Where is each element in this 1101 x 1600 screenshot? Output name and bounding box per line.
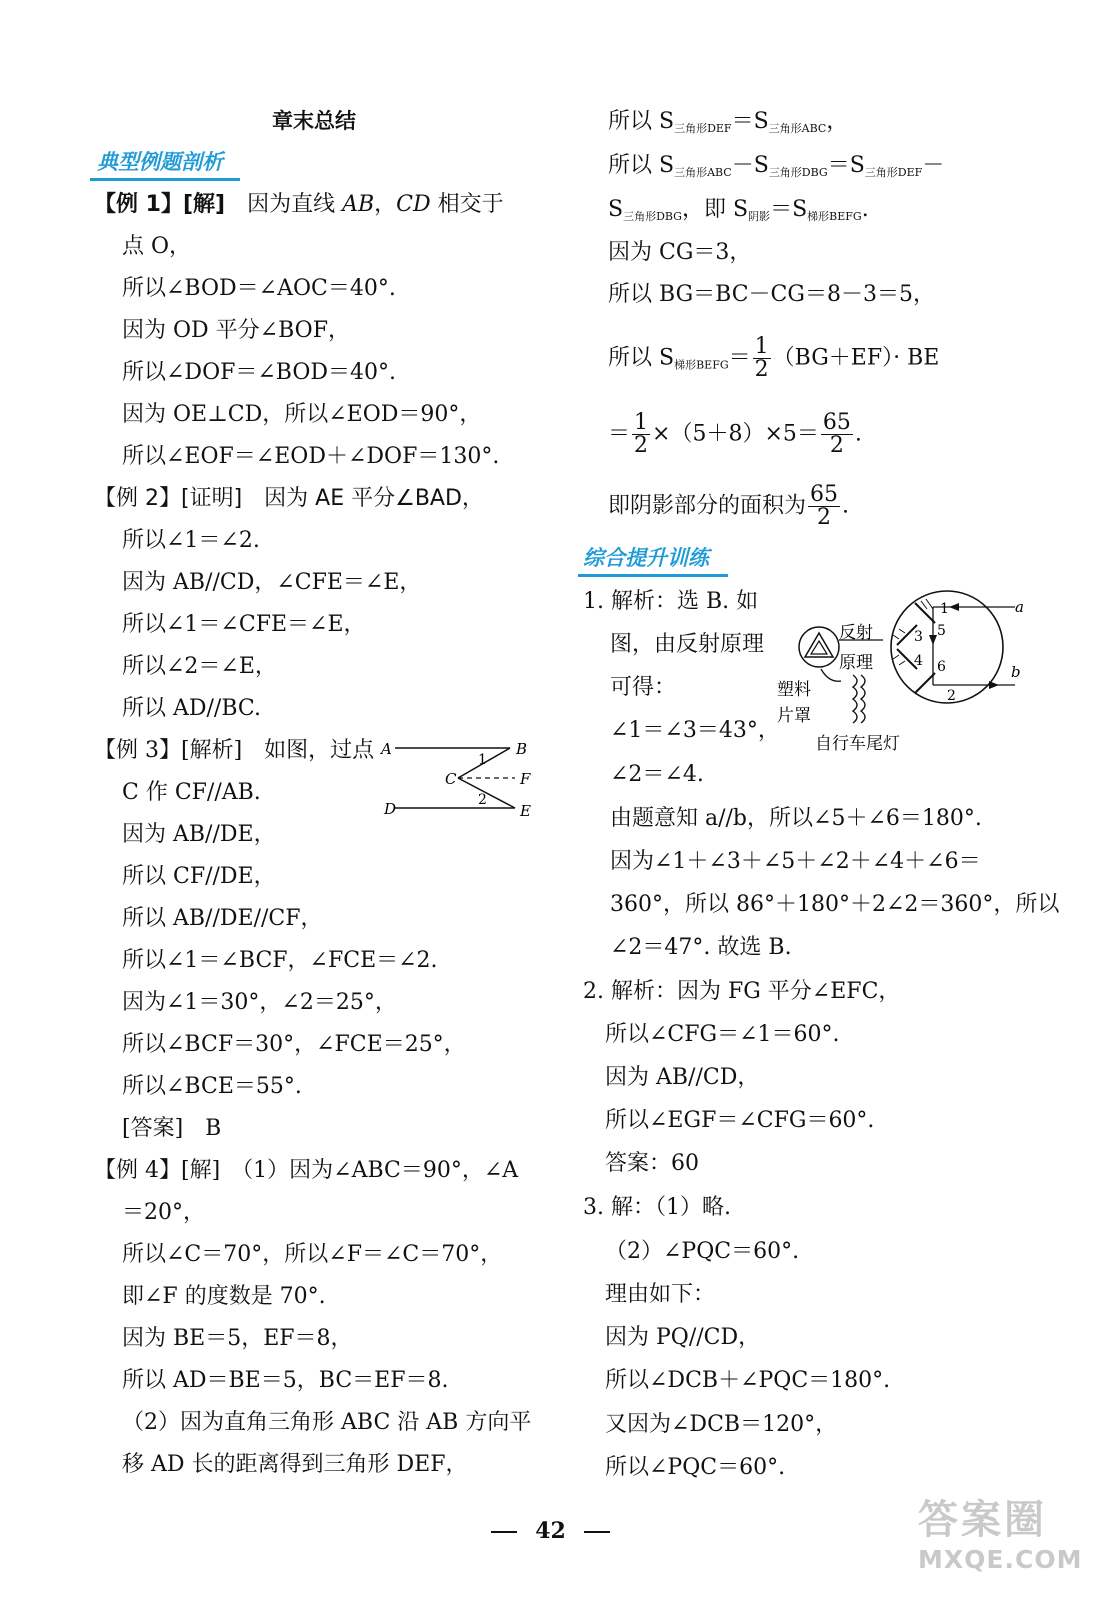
line: 图，由反射原理 (610, 632, 765, 657)
line: 所以∠2＝∠E， (122, 654, 277, 679)
line: 因为 AB//CD，∠CFE＝∠E， (122, 570, 422, 595)
line: 360°，所以 86°＋180°＋2∠2＝360°，所以 (610, 892, 1060, 917)
page-title: 章末总结 (272, 109, 356, 133)
bike-angle-5: 5 (937, 623, 946, 639)
line: 所以∠BCE＝55°. (122, 1074, 302, 1099)
line: ∠1＝∠3＝43°， (610, 718, 780, 743)
bike-label-taillight: 自行车尾灯 (815, 734, 900, 754)
line: 所以 $S_{三角形DEF}=S_{三角形ABC}$， (608, 109, 849, 135)
section-heading-examples: 典型例题剖析 (97, 150, 223, 174)
line: 【例 4】[解] （1）因为∠ABC＝90°，∠A (94, 1158, 519, 1183)
line: 1. 解析：选 B. 如 (583, 589, 759, 614)
line: ∠2＝∠4. (610, 762, 704, 787)
line: 所以 AB//DE//CF， (122, 906, 323, 931)
line: 所以∠C＝70°，所以∠F＝∠C＝70°， (122, 1242, 503, 1267)
bike-angle-3: 3 (914, 629, 923, 645)
line: 所以 $S_{三角形ABC}-S_{三角形DBG}=S_{三角形DEF}-$ (608, 153, 945, 179)
bike-angle-6: 6 (937, 659, 946, 675)
line: 所以∠1＝∠CFE＝∠E， (122, 612, 366, 637)
line: 所以∠EGF＝∠CFG＝60°. (605, 1108, 875, 1133)
bike-label-plastic: 塑料 (777, 680, 811, 700)
line: 所以∠DCB＋∠PQC＝180°. (605, 1368, 891, 1393)
line: 因为 AB//CD， (605, 1065, 760, 1090)
bike-angle-1: 1 (940, 601, 949, 617)
line: ＝20°， (122, 1200, 205, 1225)
line: （2）因为直角三角形 ABC 沿 AB 方向平 (122, 1410, 532, 1435)
line: 因为 OD 平分∠BOF， (122, 318, 350, 343)
line: $S_{三角形DBG}$，即 $S_{阴影}=S_{梯形BEFG}$. (608, 197, 869, 223)
line: [答案] B (122, 1116, 222, 1141)
line: 移 AD 长的距离得到三角形 DEF， (122, 1452, 468, 1477)
fig3-angle-1: 1 (478, 752, 487, 768)
line: 所以∠CFG＝∠1＝60°. (605, 1022, 840, 1047)
bike-angle-2: 2 (947, 688, 956, 704)
line: 所以∠DOF＝∠BOD＝40°. (122, 360, 397, 385)
line: 所以∠1＝∠BCF，∠FCE＝∠2. (122, 948, 438, 973)
line: 因为 OE⊥CD，所以∠EOD＝90°， (122, 402, 482, 427)
line: （2）∠PQC＝60°. (605, 1239, 800, 1264)
line: 理由如下： (605, 1282, 716, 1307)
line: 所以 AD＝BE＝5，BC＝EF＝8. (122, 1368, 449, 1393)
fig3-label-A: A (381, 740, 392, 758)
figure-example-3 (380, 736, 540, 826)
line: 可得： (610, 675, 677, 700)
line: 因为 AB//DE， (122, 822, 276, 847)
bike-label-principle: 原理 (839, 653, 873, 673)
line: 所以 BG＝BC－CG＝8－3＝5， (608, 282, 935, 307)
fig3-angle-2: 2 (478, 792, 487, 808)
line: 即∠F 的度数是 70°. (122, 1284, 326, 1309)
line: 所以∠PQC＝60°. (605, 1455, 786, 1480)
section-underline (578, 574, 728, 577)
bike-label-shade: 片罩 (777, 706, 811, 726)
line: 因为 PQ//CD， (605, 1325, 761, 1350)
bike-ray-a: a (1015, 598, 1024, 616)
line: 因为 CG＝3， (608, 240, 752, 265)
line: ∠2＝47°. 故选 B. (610, 935, 792, 960)
line: 【例 2】[证明] 因为 AE 平分∠BAD， (94, 486, 484, 511)
line: 因为 BE＝5，EF＝8， (122, 1326, 353, 1351)
line: C 作 CF//AB. (122, 780, 261, 805)
line: 所以∠EOF＝∠EOD＋∠DOF＝130°. (122, 444, 500, 469)
line: 3. 解：（1）略. (583, 1195, 731, 1220)
bike-label-reflect: 反射 (839, 623, 873, 643)
section-heading-practice: 综合提升训练 (583, 546, 709, 570)
line: 【例 3】[解析] 如图，过点 (94, 738, 375, 763)
page-number: 42 (0, 1518, 1101, 1544)
line: 【例 1】[解] 因为直线 AB，CD 相交于 (94, 192, 504, 217)
figure-bike-taillight (775, 585, 1025, 765)
watermark: 答案圈 MXQE.COM (918, 1497, 1083, 1574)
line-area-formula: 所以 $S_{梯形BEFG}=$ $\frac{1}{2}$ （BG＋EF）· BE (608, 334, 940, 382)
line: 点 O， (122, 234, 192, 259)
bike-ray-b: b (1011, 663, 1021, 681)
line-area-calc: ＝ $\frac{1}{2}$ ×（5＋8）×5＝ $\frac{65}{2}$ . (608, 410, 862, 458)
line: 所以 AD//BC. (122, 696, 261, 721)
line: 2. 解析：因为 FG 平分∠EFC， (583, 979, 901, 1004)
fig3-label-C: C (445, 770, 457, 788)
line: 所以∠BCF＝30°，∠FCE＝25°， (122, 1032, 466, 1057)
line: 所以∠BOD＝∠AOC＝40°. (122, 276, 396, 301)
bike-angle-4: 4 (914, 653, 923, 669)
fig3-label-E: E (520, 802, 531, 820)
line: 由题意知 a//b，所以∠5＋∠6＝180°. (610, 806, 982, 831)
line-area-result: 即阴影部分的面积为 $\frac{65}{2}$ . (608, 482, 850, 530)
fig3-label-B: B (516, 740, 528, 758)
line: 所以∠1＝∠2. (122, 528, 260, 553)
fig3-label-D: D (384, 800, 397, 818)
fig3-label-F: F (520, 770, 531, 788)
line: 所以 CF//DE， (122, 864, 276, 889)
line: 答案：60 (605, 1151, 699, 1176)
line: 因为∠1＋∠3＋∠5＋∠2＋∠4＋∠6＝ (610, 849, 981, 874)
line: 因为∠1＝30°，∠2＝25°， (122, 990, 397, 1015)
line: 又因为∠DCB＝120°， (605, 1412, 838, 1437)
section-underline (90, 178, 240, 181)
